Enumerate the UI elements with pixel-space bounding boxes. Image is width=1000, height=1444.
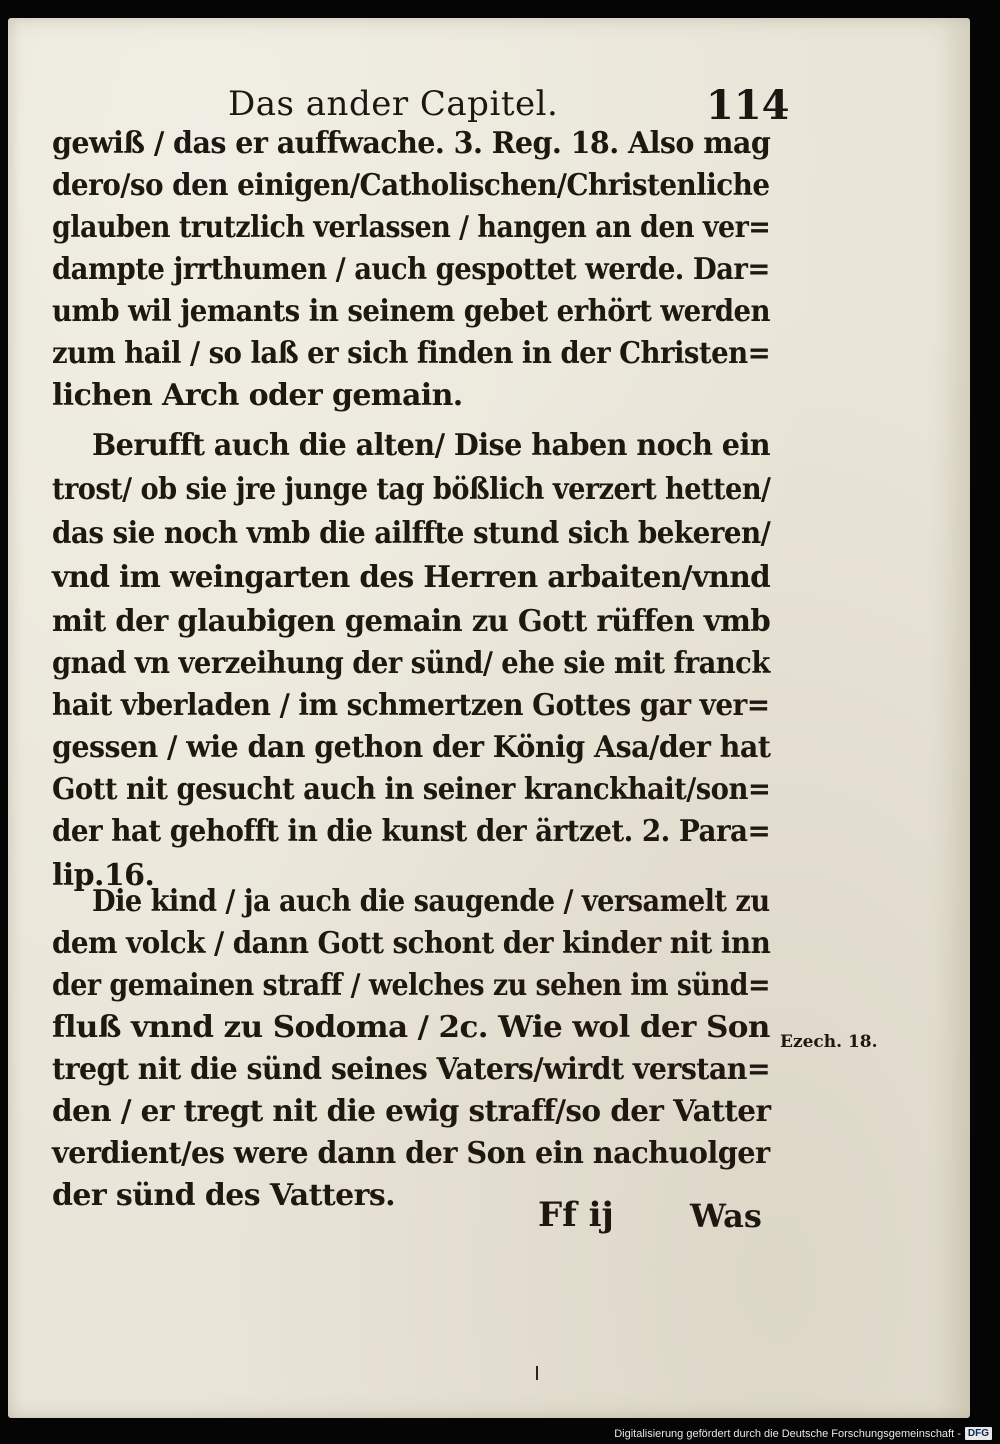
ink-mark — [536, 1366, 538, 1380]
catchword: Was — [690, 1197, 762, 1235]
text-line: umb wil jemants in seinem gebet erhört werden — [52, 294, 771, 329]
text-line: hait vberladen / im schmertzen Gottes gar ver= — [52, 688, 770, 723]
text-line: das sie noch vmb die ailffte stund sich bekeren/ — [52, 516, 771, 551]
text-line: dem volck / dann Gott schont der kinder nit inn — [52, 926, 771, 961]
footer-text: Digitalisierung gefördert durch die Deutsche Forschungsgemeinschaft - — [614, 1427, 961, 1440]
text-line: lichen Arch oder gemain. — [52, 378, 463, 413]
text-line: tregt nit die sünd seines Vaters/wirdt verstan= — [52, 1052, 771, 1087]
text-line: trost/ ob sie jre junge tag bößlich verzert hetten/ — [52, 472, 771, 507]
text-line: vnd im weingarten des Herren arbaiten/vnnd — [52, 560, 771, 595]
text-line: dero/so den einigen/Catholischen/Christenliche — [52, 168, 770, 203]
text-line: Die kind / ja auch die saugende / versamelt zu — [92, 884, 770, 919]
text-line: glauben trutzlich verlassen / hangen an den ver= — [52, 210, 771, 245]
text-line: gewiß / das er auffwache. 3. Reg. 18. Also mag — [52, 126, 771, 161]
dfg-logo-icon: DFG — [965, 1427, 992, 1440]
text-line: fluß vnnd zu Sodoma / 2c. Wie wol der Son — [52, 1010, 770, 1045]
text-line: der gemainen straff / welches zu sehen im sünd= — [52, 968, 770, 1003]
text-line: der sünd des Vatters. — [52, 1178, 395, 1213]
text-line: der hat gehofft in die kunst der ärtzet. 2. Para= — [52, 814, 771, 849]
running-head: Das ander Capitel. — [228, 84, 559, 124]
text-line: Gott nit gesucht auch in seiner kranckhait/son= — [52, 772, 771, 807]
text-line: zum hail / so laß er sich finden in der Christen= — [52, 336, 771, 371]
text-line: gnad vn verzeihung der sünd/ ehe sie mit franck — [52, 646, 770, 681]
page-number: 114 — [706, 82, 790, 129]
text-line: mit der glaubigen gemain zu Gott rüffen vmb — [52, 604, 771, 639]
text-line: Berufft auch die alten/ Dise haben noch ein — [92, 428, 771, 463]
text-line: den / er tregt nit die ewig straff/so der Vatter — [52, 1094, 771, 1129]
margin-note: Ezech. 18. — [780, 1032, 878, 1052]
digitization-footer — [614, 1427, 992, 1440]
text-line: verdient/es were dann der Son ein nachuolger — [52, 1136, 770, 1171]
text-line: gessen / wie dan gethon der König Asa/der hat — [52, 730, 771, 765]
text-line: dampte jrrthumen / auch gespottet werde. Dar= — [52, 252, 770, 287]
text-line: lip.16. — [52, 858, 155, 893]
signature-mark: Ff ij — [538, 1195, 614, 1235]
